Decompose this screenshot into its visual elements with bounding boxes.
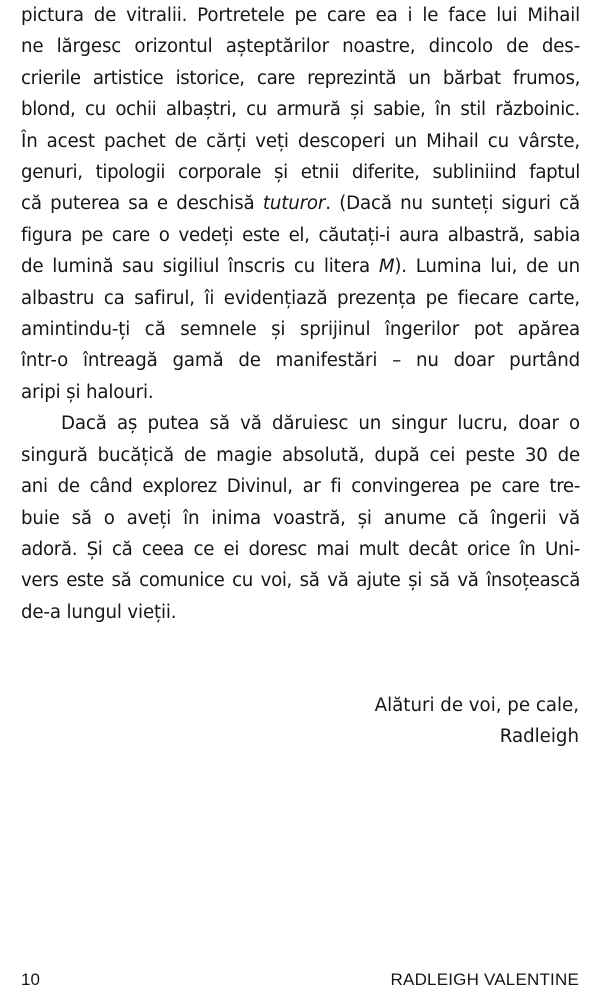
text-line <box>21 251 580 282</box>
text-line: vers este să comunice cu voi, să vă ajute și să vă însoțească <box>21 570 580 592</box>
text-line: crierile artistice istorice, care reprezintă un bărbat frumos, <box>21 67 580 89</box>
text-line: figura pe care o vedeți este el, căutați-i aura albastră, sabia <box>21 224 580 246</box>
page-number: 10 <box>21 970 40 989</box>
text-line: genuri, tipologii corporale și etnii diferite, subliniind faptul <box>21 162 580 184</box>
text-line: buie să o aveți în inima voastră, și anume că îngerii vă <box>21 507 580 529</box>
text-run: că puterea sa e deschisă <box>21 193 263 215</box>
text-line: adoră. Și că ceea ce ei doresc mai mult decât orice în Uni- <box>21 538 580 560</box>
text-line: pictura de vitralii. Portretele pe care ea i le face lui Mihail <box>21 5 580 26</box>
text-line: de-a lungul vieții. <box>21 601 177 623</box>
signature-closing: Alături de voi, pe cale, <box>374 695 579 716</box>
text-line: albastru ca safirul, îi evidențiază prezența pe fiecare carte, <box>21 287 580 309</box>
text-line: În acest pachet de cărți veți descoperi un Mihail cu vârste, <box>21 130 580 152</box>
text-line: aripi și halouri. <box>21 381 154 403</box>
text-run: . (Dacă nu sunteți siguri că <box>325 193 580 215</box>
text-line: Dacă aș putea să vă dăruiesc un singur lucru, doar o <box>61 413 580 435</box>
emphasis-tuturor: tuturor <box>262 193 326 215</box>
running-head: RADLEIGH VALENTINE <box>390 970 579 989</box>
body-text <box>21 0 580 628</box>
text-line: blond, cu ochii albaștri, cu armură și sabie, în stil războinic. <box>21 99 580 121</box>
signature-name: Radleigh <box>499 726 579 748</box>
text-run: de lumină sau sigiliul înscris cu litera <box>21 256 379 278</box>
text-line: amintindu-ți că semnele și sprijinul îngerilor pot apărea <box>21 319 580 341</box>
emphasis-m: M <box>378 256 395 278</box>
text-line: ani de când explorez Divinul, ar fi convingerea pe care tre- <box>21 476 580 498</box>
text-line: într-o întreagă gamă de manifestări – nu doar purtând <box>21 350 580 372</box>
text-line: singură bucățică de magie absolută, după cei peste 30 de <box>21 444 580 466</box>
text-line: ne lărgesc orizontul așteptărilor noastre, dincolo de des- <box>21 36 580 58</box>
paragraph-2 <box>21 408 580 628</box>
text-line <box>21 188 580 219</box>
text-run: ). Lumina lui, de un <box>394 256 580 278</box>
paragraph-1 <box>21 0 580 408</box>
page-footer <box>21 968 579 992</box>
signature-block <box>375 690 579 753</box>
